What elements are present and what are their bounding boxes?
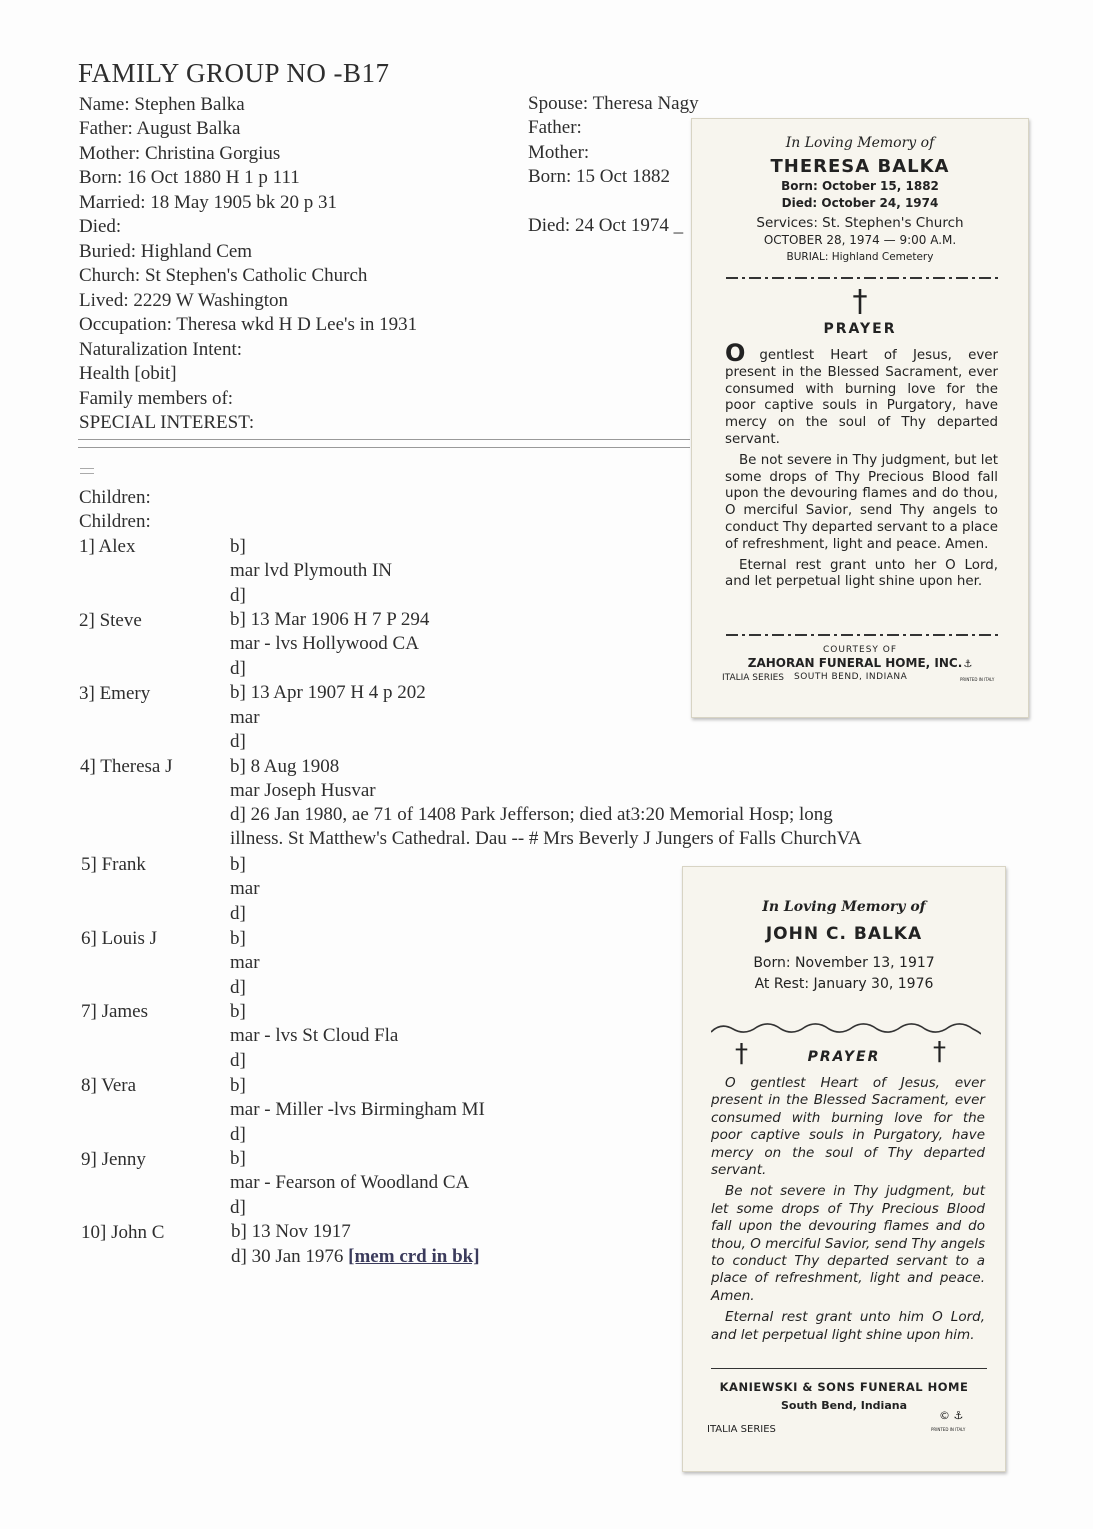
prayer-paragraph: Be not severe in Thy judgment, but let some drops of Thy Precious Blood fall upon the devouring flames and do thou, O merciful Savior, send Thy angels to conduct Thy departed servant to a place of refreshment, light and peace. Amen.: [711, 1183, 985, 1304]
card-name: THERESA BALKA: [770, 156, 950, 177]
child-line: d]: [230, 658, 246, 679]
field-name: Name: Stephen Balka: [79, 94, 245, 115]
child-line: b]: [230, 1001, 246, 1022]
child-line: b]: [230, 536, 246, 557]
card-services-time: OCTOBER 28, 1974 — 9:00 A.M.: [763, 233, 957, 247]
prayer-paragraph: Eternal rest grant unto her O Lord, and let perpetual light shine upon her.: [725, 557, 998, 590]
page-title: FAMILY GROUP NO -B17: [78, 58, 390, 88]
card-series: ITALIA SERIES: [722, 673, 785, 683]
child-name: 5] Frank: [81, 854, 146, 875]
card-divider: [711, 1368, 987, 1369]
field-married: Married: 18 May 1905 bk 20 p 31: [79, 192, 338, 213]
child-line: b]: [230, 854, 246, 875]
spouse-born: Born: 15 Oct 1882: [528, 166, 670, 187]
card-city: SOUTH BEND, INDIANA: [794, 672, 908, 682]
field-health: Health [obit]: [79, 363, 177, 384]
field-special-interest: SPECIAL INTEREST:: [79, 412, 255, 433]
child-line: b]: [230, 928, 246, 949]
mem-card-link[interactable]: [mem crd in bk]: [348, 1246, 480, 1267]
memorial-card-john: [682, 866, 1006, 1472]
child-line: b]: [230, 1075, 246, 1096]
field-buried: Buried: Highland Cem: [79, 241, 253, 262]
cross-icon-right: †: [933, 1037, 946, 1067]
child-name: 3] Emery: [79, 683, 151, 704]
child-line: illness. St Matthew's Cathedral. Dau -- # Mrs Beverly J Jungers of Falls ChurchVA: [230, 828, 862, 849]
field-mother: Mother: Christina Gorgius: [79, 143, 281, 164]
prayer-text: [711, 1075, 985, 1348]
child-line: b] 13 Nov 1917: [231, 1221, 351, 1242]
spouse-name: Spouse: Theresa Nagy: [528, 93, 699, 114]
card-funeral-home: ZAHORAN FUNERAL HOME, INC.⚓: [747, 656, 973, 670]
child-death: d] 30 Jan 1976: [231, 1246, 349, 1267]
child-line: d]: [230, 1124, 246, 1145]
child-name: 6] Louis J: [81, 928, 157, 949]
memorial-card-theresa: [691, 118, 1029, 718]
prayer-text: [725, 339, 998, 595]
field-church: Church: St Stephen's Catholic Church: [79, 265, 368, 286]
child-line: d]: [230, 977, 246, 998]
card-printed: PRINTED IN ITALY: [931, 1427, 966, 1432]
children-header: Children:: [79, 487, 151, 508]
card-died: Died: October 24, 1974: [781, 196, 939, 210]
child-name: 8] Vera: [81, 1075, 137, 1096]
child-line: d]: [230, 1050, 246, 1071]
child-line: d]: [230, 585, 246, 606]
child-line: b] 13 Apr 1907 H 4 p 202: [230, 682, 426, 703]
card-name: JOHN C. BALKA: [765, 924, 923, 944]
child-line: mar - lvs St Cloud Fla: [230, 1025, 399, 1046]
spouse-father: Father:: [528, 117, 582, 138]
ornament-divider: [726, 631, 998, 639]
child-name: 9] Jenny: [81, 1149, 146, 1170]
prayer-title: PRAYER: [807, 1049, 881, 1065]
prayer-title: PRAYER: [823, 321, 897, 337]
child-line: d]: [230, 731, 246, 752]
card-at-rest: At Rest: January 30, 1976: [754, 976, 934, 992]
card-born: Born: November 13, 1917: [753, 955, 935, 971]
card-funeral-home: KANIEWSKI & SONS FUNERAL HOME: [719, 1380, 969, 1394]
child-name: 1] Alex: [79, 536, 136, 557]
copyright-anchor-icon: © ⚓: [939, 1409, 964, 1422]
prayer-paragraph: [725, 339, 998, 449]
card-printed: PRINTED IN ITALY: [960, 677, 995, 682]
child-line: mar lvd Plymouth IN: [230, 560, 393, 581]
child-line: mar: [230, 878, 260, 899]
field-lived: Lived: 2229 W Washington: [79, 290, 289, 311]
child-name: 7] James: [81, 1001, 149, 1022]
child-line: mar: [230, 952, 260, 973]
spouse-died: Died: 24 Oct 1974 _: [528, 215, 684, 236]
card-courtesy: COURTESY OF: [822, 645, 898, 655]
child-line: b] 13 Mar 1906 H 7 P 294: [230, 609, 430, 630]
child-line: [231, 1245, 480, 1269]
ornament-divider: [726, 274, 998, 282]
card-series: ITALIA SERIES: [707, 1424, 776, 1435]
child-line: mar - lvs Hollywood CA: [230, 633, 419, 654]
prayer-paragraph-text: gentlest Heart of Jesus, ever present in the Blessed Sacrament, ever consumed with burning love for the poor captive souls in Purgatory, have mercy on the soul of Thy departed servant.: [725, 348, 998, 447]
child-line: mar: [230, 707, 260, 728]
cross-icon-left: †: [735, 1039, 748, 1069]
child-name: 4] Theresa J: [80, 756, 173, 777]
child-line: mar - Fearson of Woodland CA: [230, 1172, 470, 1193]
card-born: Born: October 15, 1882: [781, 179, 939, 193]
child-line: d]: [230, 903, 246, 924]
card-services: Services: St. Stephen's Church: [756, 215, 964, 231]
ornament-scroll: [711, 1022, 981, 1036]
field-family-members: Family members of:: [79, 388, 234, 409]
prayer-paragraph: O gentlest Heart of Jesus, ever present in the Blessed Sacrament, ever consumed with burning love for the poor captive souls in Purgatory, have mercy on the soul of Thy departed servant.: [711, 1075, 985, 1179]
separator-short: [80, 468, 94, 474]
card-city: South Bend, Indiana: [780, 1399, 908, 1412]
card-burial: BURIAL: Highland Cemetery: [786, 251, 934, 263]
child-line: b] 8 Aug 1908: [230, 756, 340, 777]
child-line: d]: [230, 1197, 246, 1218]
field-naturalization: Naturalization Intent:: [79, 339, 243, 360]
prayer-drop-cap: O: [725, 339, 746, 367]
child-name: 2] Steve: [79, 610, 142, 631]
field-born: Born: 16 Oct 1880 H 1 p 111: [79, 167, 300, 188]
child-line: mar - Miller -lvs Birmingham MI: [230, 1099, 485, 1120]
prayer-paragraph: Eternal rest grant unto him O Lord, and let perpetual light shine upon him.: [711, 1309, 985, 1343]
separator-line: [78, 439, 690, 448]
anchor-icon: ⚓: [963, 659, 973, 670]
field-occupation: Occupation: Theresa wkd H D Lee's in 1931: [79, 314, 418, 335]
children-header: Children:: [79, 511, 151, 532]
child-line: mar Joseph Husvar: [230, 780, 376, 801]
spouse-mother: Mother:: [528, 142, 590, 163]
card-heading: In Loving Memory of: [785, 135, 935, 151]
child-name: 10] John C: [81, 1222, 165, 1243]
prayer-paragraph: Be not severe in Thy judgment, but let some drops of Thy Precious Blood fall upon the devouring flames and do thou, O merciful Savior, send Thy angels to conduct Thy departed servant to a place of refreshment, light and peace. Amen.: [725, 452, 998, 552]
child-line: b]: [230, 1148, 246, 1169]
child-line: d] 26 Jan 1980, ae 71 of 1408 Park Jefferson; died at3:20 Memorial Hosp; long: [230, 804, 833, 825]
card-heading: In Loving Memory of: [762, 899, 926, 915]
field-father: Father: August Balka: [79, 118, 241, 139]
field-died: Died:: [79, 216, 122, 237]
cross-icon: †: [852, 284, 868, 319]
